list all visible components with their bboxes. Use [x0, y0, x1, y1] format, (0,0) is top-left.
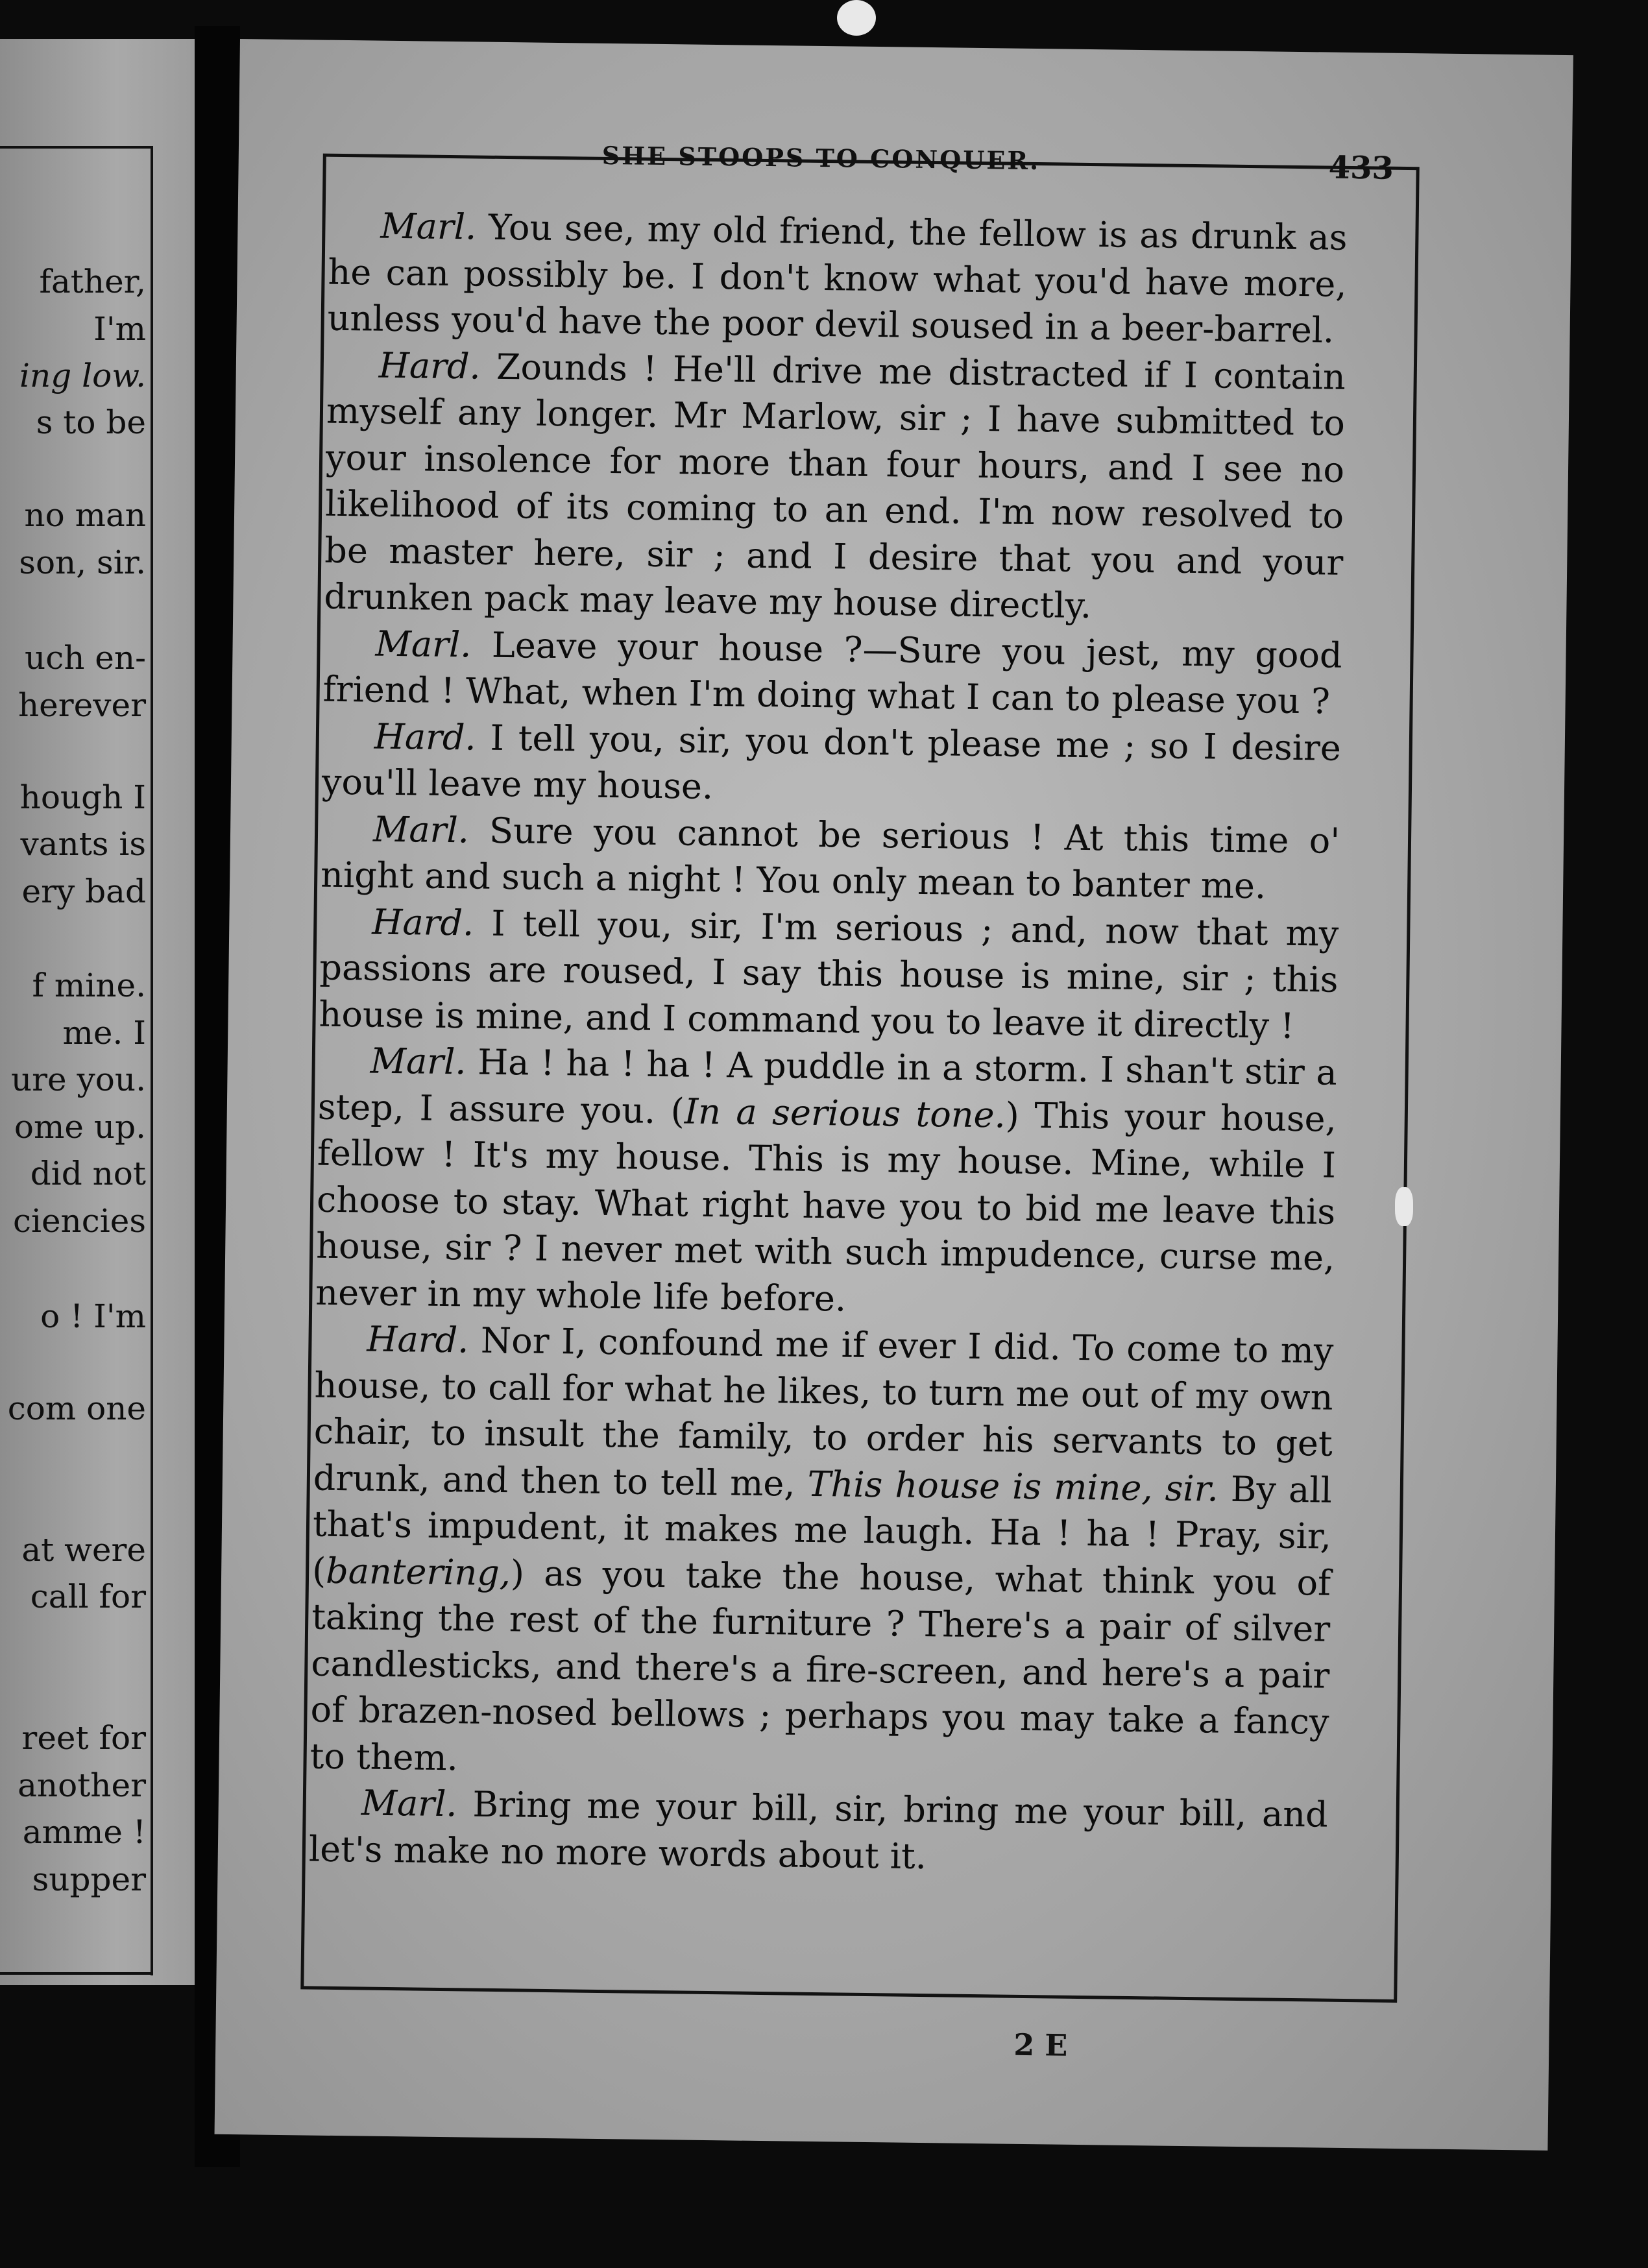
speech-paragraph — [324, 341, 1346, 632]
previous-page-line: father, — [39, 263, 146, 300]
previous-page-line: another — [18, 1767, 146, 1804]
previous-page-line: ure you. — [10, 1061, 146, 1098]
signature-mark: 2 E — [1013, 2027, 1068, 2063]
previous-page-frame-bottom — [0, 1972, 153, 1975]
dialogue-text: By all that's impudent, it makes me laugh. Ha ! ha ! Pray, sir, ( — [311, 1468, 1333, 1591]
previous-page-line: vants is — [20, 825, 146, 863]
previous-page-line: I'm — [93, 310, 146, 348]
speaker-name: Marl. — [372, 808, 470, 850]
paper-speck — [1395, 1187, 1413, 1226]
previous-page-frame-right — [151, 146, 153, 1975]
previous-page-line: ing low. — [19, 357, 146, 394]
speech-paragraph — [321, 805, 1340, 910]
italic-text: This house is mine, sir. — [807, 1463, 1219, 1510]
dialogue-text: Sure you cannot be serious ! At this time o' night and such a night ! You only mean to banter me. — [320, 809, 1340, 907]
previous-page-line: reet for — [21, 1719, 146, 1757]
speaker-name: Marl. — [375, 623, 472, 665]
speaker-name: Hard. — [374, 716, 477, 758]
book-page — [215, 39, 1573, 2151]
previous-page-line: ery bad — [21, 873, 146, 910]
page-number: 433 — [1328, 149, 1394, 187]
speaker-name: Hard. — [378, 344, 481, 387]
speech-paragraph — [319, 898, 1339, 1050]
dialogue-text: I tell you, sir, I'm serious ; and, now that my passions are roused, I say this house is mine, sir ; this house is mine, and I command you to leave it directly ! — [319, 902, 1339, 1046]
speech-paragraph — [322, 712, 1342, 817]
previous-page-line: com one — [7, 1390, 146, 1427]
speaker-name: Hard. — [372, 901, 474, 944]
running-head: SHE STOOPS TO CONQUER. — [601, 140, 1041, 176]
previous-page-line: uch en- — [25, 639, 146, 677]
previous-page-line: no man — [24, 496, 146, 534]
previous-page-line: s to be — [36, 404, 146, 441]
dialogue-text: ) This your house, fellow ! It's my house. This is my house. Mine, while I choose to stay. What right have you to bid me leave this house, sir ? I never met with such impudence, curse me, never in my whole life before. — [315, 1094, 1337, 1320]
previous-page-line: amme ! — [22, 1813, 146, 1851]
speech-paragraph — [322, 620, 1342, 725]
speech-paragraph — [309, 1316, 1334, 1792]
speaker-name: Marl. — [361, 1782, 457, 1825]
italic-text: In a serious tone. — [684, 1090, 1006, 1136]
dialogue-text: Bring me your bill, sir, bring me your bill, and let's make no more words about it. — [308, 1783, 1329, 1877]
dialogue-text: Zounds ! He'll drive me distracted if I contain myself any longer. Mr Marlow, sir ; I have submitted to your insolence for more than four hours, and I see no likelihood of its coming to an end. I'm now resolved to be master here, sir ; and I desire that you and your drunken pack may leave my house directly. — [324, 346, 1346, 627]
paper-speck — [837, 0, 876, 36]
previous-page-line: son, sir. — [19, 544, 146, 581]
previous-page-line: did not — [30, 1155, 146, 1192]
italic-text: bantering, — [325, 1550, 511, 1593]
previous-page-line: herever — [18, 686, 146, 724]
dialogue-text: Nor I, confound me if ever I did. To come to my house, to call for what he likes, to turn me out of my own chair, to insult the family, to order his servants to get drunk, and then to tell me, — [313, 1320, 1334, 1504]
previous-page-line: f mine. — [32, 967, 146, 1004]
speech-paragraph — [315, 1037, 1337, 1328]
dialogue-text: Ha ! ha ! ha ! A puddle in a storm. I shan't stir a step, I assure you. ( — [317, 1041, 1338, 1131]
speech-paragraph — [327, 202, 1348, 354]
dialogue-text: I tell you, sir, you don't please me ; so I desire you'll leave my house. — [321, 717, 1342, 807]
previous-page-line: supper — [32, 1861, 146, 1898]
previous-page-line: hough I — [19, 778, 146, 816]
play-text — [308, 202, 1347, 1885]
previous-page-line: me. I — [62, 1014, 146, 1052]
speaker-name: Hard. — [367, 1318, 469, 1361]
previous-page-line: o ! I'm — [40, 1297, 146, 1335]
dialogue-text: ) as you take the house, what think you of taking the rest of the furniture ? There's a pair of silver candlesticks, and there's a fire-screen, and here's a pair of brazen-nosed bellows ; perhaps you may take a fancy to them. — [309, 1552, 1331, 1778]
speech-paragraph — [308, 1779, 1328, 1885]
speaker-name: Marl. — [370, 1040, 467, 1083]
previous-page-line: call for — [30, 1578, 146, 1615]
dialogue-text: You see, my old friend, the fellow is as drunk as he can possibly be. I don't know what you'd have more, unless you'd have the poor devil soused in a beer-barrel. — [327, 206, 1348, 351]
previous-page-line: at were — [21, 1531, 146, 1569]
dialogue-text: Leave your house ?—Sure you jest, my good friend ! What, when I'm doing what I can to please you ? — [322, 623, 1342, 722]
previous-page-line: ciencies — [12, 1202, 146, 1240]
previous-page-frame-top — [0, 146, 153, 149]
speaker-name: Marl. — [380, 205, 477, 248]
previous-page-line: ome up. — [14, 1108, 146, 1146]
